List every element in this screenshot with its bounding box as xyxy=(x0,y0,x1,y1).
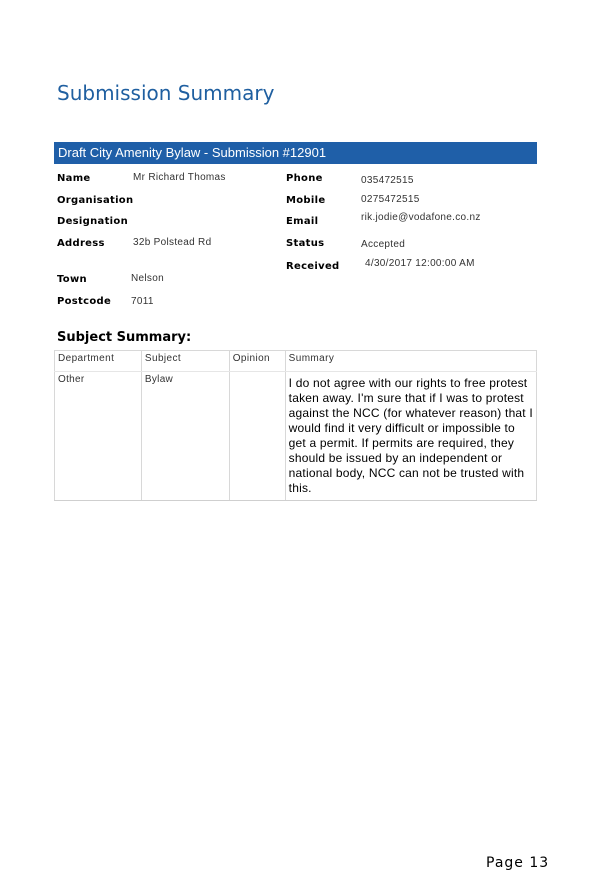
table-header-row xyxy=(55,351,537,372)
mobile-label: Mobile xyxy=(286,195,326,206)
department-cell: Other xyxy=(55,372,142,501)
town-label: Town xyxy=(57,274,87,285)
subject-cell: Bylaw xyxy=(141,372,229,501)
page-title: Submission Summary xyxy=(57,81,275,105)
opinion-cell xyxy=(229,372,285,501)
email-value: rik.jodie@vodafone.co.nz xyxy=(361,212,481,223)
phone-value: 035472515 xyxy=(361,175,414,186)
received-label: Received xyxy=(286,261,340,272)
organisation-label: Organisation xyxy=(57,195,134,206)
summary-cell: I do not agree with our rights to free protest taken away. I'm sure that if I was to protest against the NCC (for whatever reason) that I would find it very difficult or impossible to get a permit. If permits are required, they should be issued by an independent or national body, NCC can not be trusted with this. xyxy=(285,372,536,501)
mobile-value: 0275472515 xyxy=(361,194,420,205)
column-header-opinion: Opinion xyxy=(229,351,285,372)
address-value: 32b Polstead Rd xyxy=(133,237,212,248)
phone-label: Phone xyxy=(286,173,323,184)
table-row xyxy=(55,372,537,501)
column-header-subject: Subject xyxy=(141,351,229,372)
address-label: Address xyxy=(57,238,105,249)
received-value: 4/30/2017 12:00:00 AM xyxy=(365,258,475,269)
name-label: Name xyxy=(57,173,91,184)
column-header-department: Department xyxy=(55,351,142,372)
postcode-value: 7011 xyxy=(131,296,154,307)
name-value: Mr Richard Thomas xyxy=(133,172,226,183)
page-number: Page 13 xyxy=(486,855,550,871)
subject-summary-table xyxy=(54,350,537,501)
column-header-summary: Summary xyxy=(285,351,536,372)
submission-banner: Draft City Amenity Bylaw - Submission #12901 xyxy=(54,142,537,164)
status-value: Accepted xyxy=(361,239,406,250)
designation-label: Designation xyxy=(57,216,128,227)
email-label: Email xyxy=(286,216,319,227)
subject-summary-heading: Subject Summary: xyxy=(57,330,192,345)
town-value: Nelson xyxy=(131,273,164,284)
status-label: Status xyxy=(286,238,325,249)
postcode-label: Postcode xyxy=(57,296,112,307)
